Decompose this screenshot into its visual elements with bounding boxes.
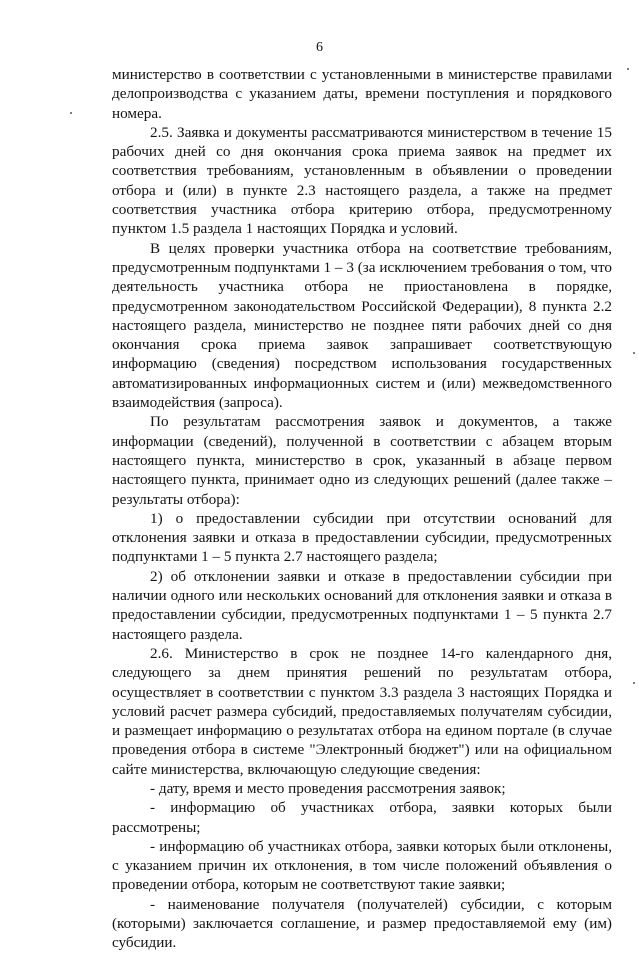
list-item-info-2: - информацию об участниках отбора, заявки которых были рассмотрены;	[112, 799, 612, 836]
list-item-info-1: - дату, время и место проведения рассмотрения заявок;	[150, 779, 506, 797]
page-number: 6	[316, 40, 323, 55]
paragraph-2-6: 2.6. Министерство в срок не позднее 14-го календарного дня, следующего за днем принятия решений по результатам отбора, осуществляет в соответствии с пунктом 3.3 раздела 3 настоящих Порядка и условий расчет размера субсидий, предоставляемых получателям субсидии, и размещает информацию о результатах отбора на едином портале (в случае проведения отбора в системе "Электронный бюджет") или на официальном сайте министерства, включающую следующие сведения:	[112, 644, 612, 778]
paragraph-2-5: 2.5. Заявка и документы рассматриваются министерством в течение 15 рабочих дней со дня окончания срока приема заявок на предмет их соответствия требованиям, установленным в объявлении о проведении отбора и (или) в пункте 2.3 настоящего раздела, а также на предмет соответствия участника отбора критерию отбора, предусмотренному пунктом 1.5 раздела 1 настоящих Порядка и условий.	[112, 123, 612, 238]
list-item-info-3: - информацию об участниках отбора, заявки которых были отклонены, с указанием причин их отклонения, в том числе положений объявления о проведении отбора, которым не соответствуют такие заявки;	[112, 837, 612, 894]
list-item-decision-2: 2) об отклонении заявки и отказе в предоставлении субсидии при наличии одного или нескольких оснований для отклонения заявки и отказа в предоставлении субсидии, предусмотренных подпунктами 1 – 5 пункта 2.7 настоящего раздела.	[112, 567, 612, 643]
scan-speck	[627, 68, 629, 70]
scan-speck	[633, 682, 635, 684]
paragraph-verification: В целях проверки участника отбора на соответствие требованиям, предусмотренным подпунктами 1 – 3 (за исключением требования о том, что деятельность участника отбора не приостановлена в порядке, предусмотренном законодательством Российской Федерации), 8 пункта 2.2 настоящего раздела, министерство не позднее пяти рабочих дней со дня окончания срока приема заявок запрашивает соответствующую информацию (сведения) посредством использования государственных автоматизированных информационных систем и (или) межведомственного взаимодействия (запроса).	[112, 239, 612, 412]
document-body	[112, 65, 612, 953]
paragraph-results: По результатам рассмотрения заявок и документов, а также информации (сведений), полученной в соответствии с абзацем вторым настоящего пункта, министерство в срок, указанный в абзаце первом настоящего пункта, принимает одно из следующих решений (далее также – результаты отбора):	[112, 413, 612, 508]
list-item-info-4: - наименование получателя (получателей) субсидии, с которым (которыми) заключается соглашение, и размер предоставляемой ему (им) субсидии.	[112, 895, 612, 952]
list-item-decision-1: 1) о предоставлении субсидии при отсутствии оснований для отклонения заявки и отказа в предоставлении субсидии, предусмотренных подпунктами 1 – 5 пункта 2.7 настоящего раздела;	[112, 509, 612, 566]
paragraph-continuation: министерство в соответствии с установленными в министерстве правилами делопроизводства с указанием даты, времени поступления и порядкового номера.	[112, 66, 612, 122]
scan-speck	[633, 352, 635, 354]
scan-speck	[70, 112, 72, 114]
